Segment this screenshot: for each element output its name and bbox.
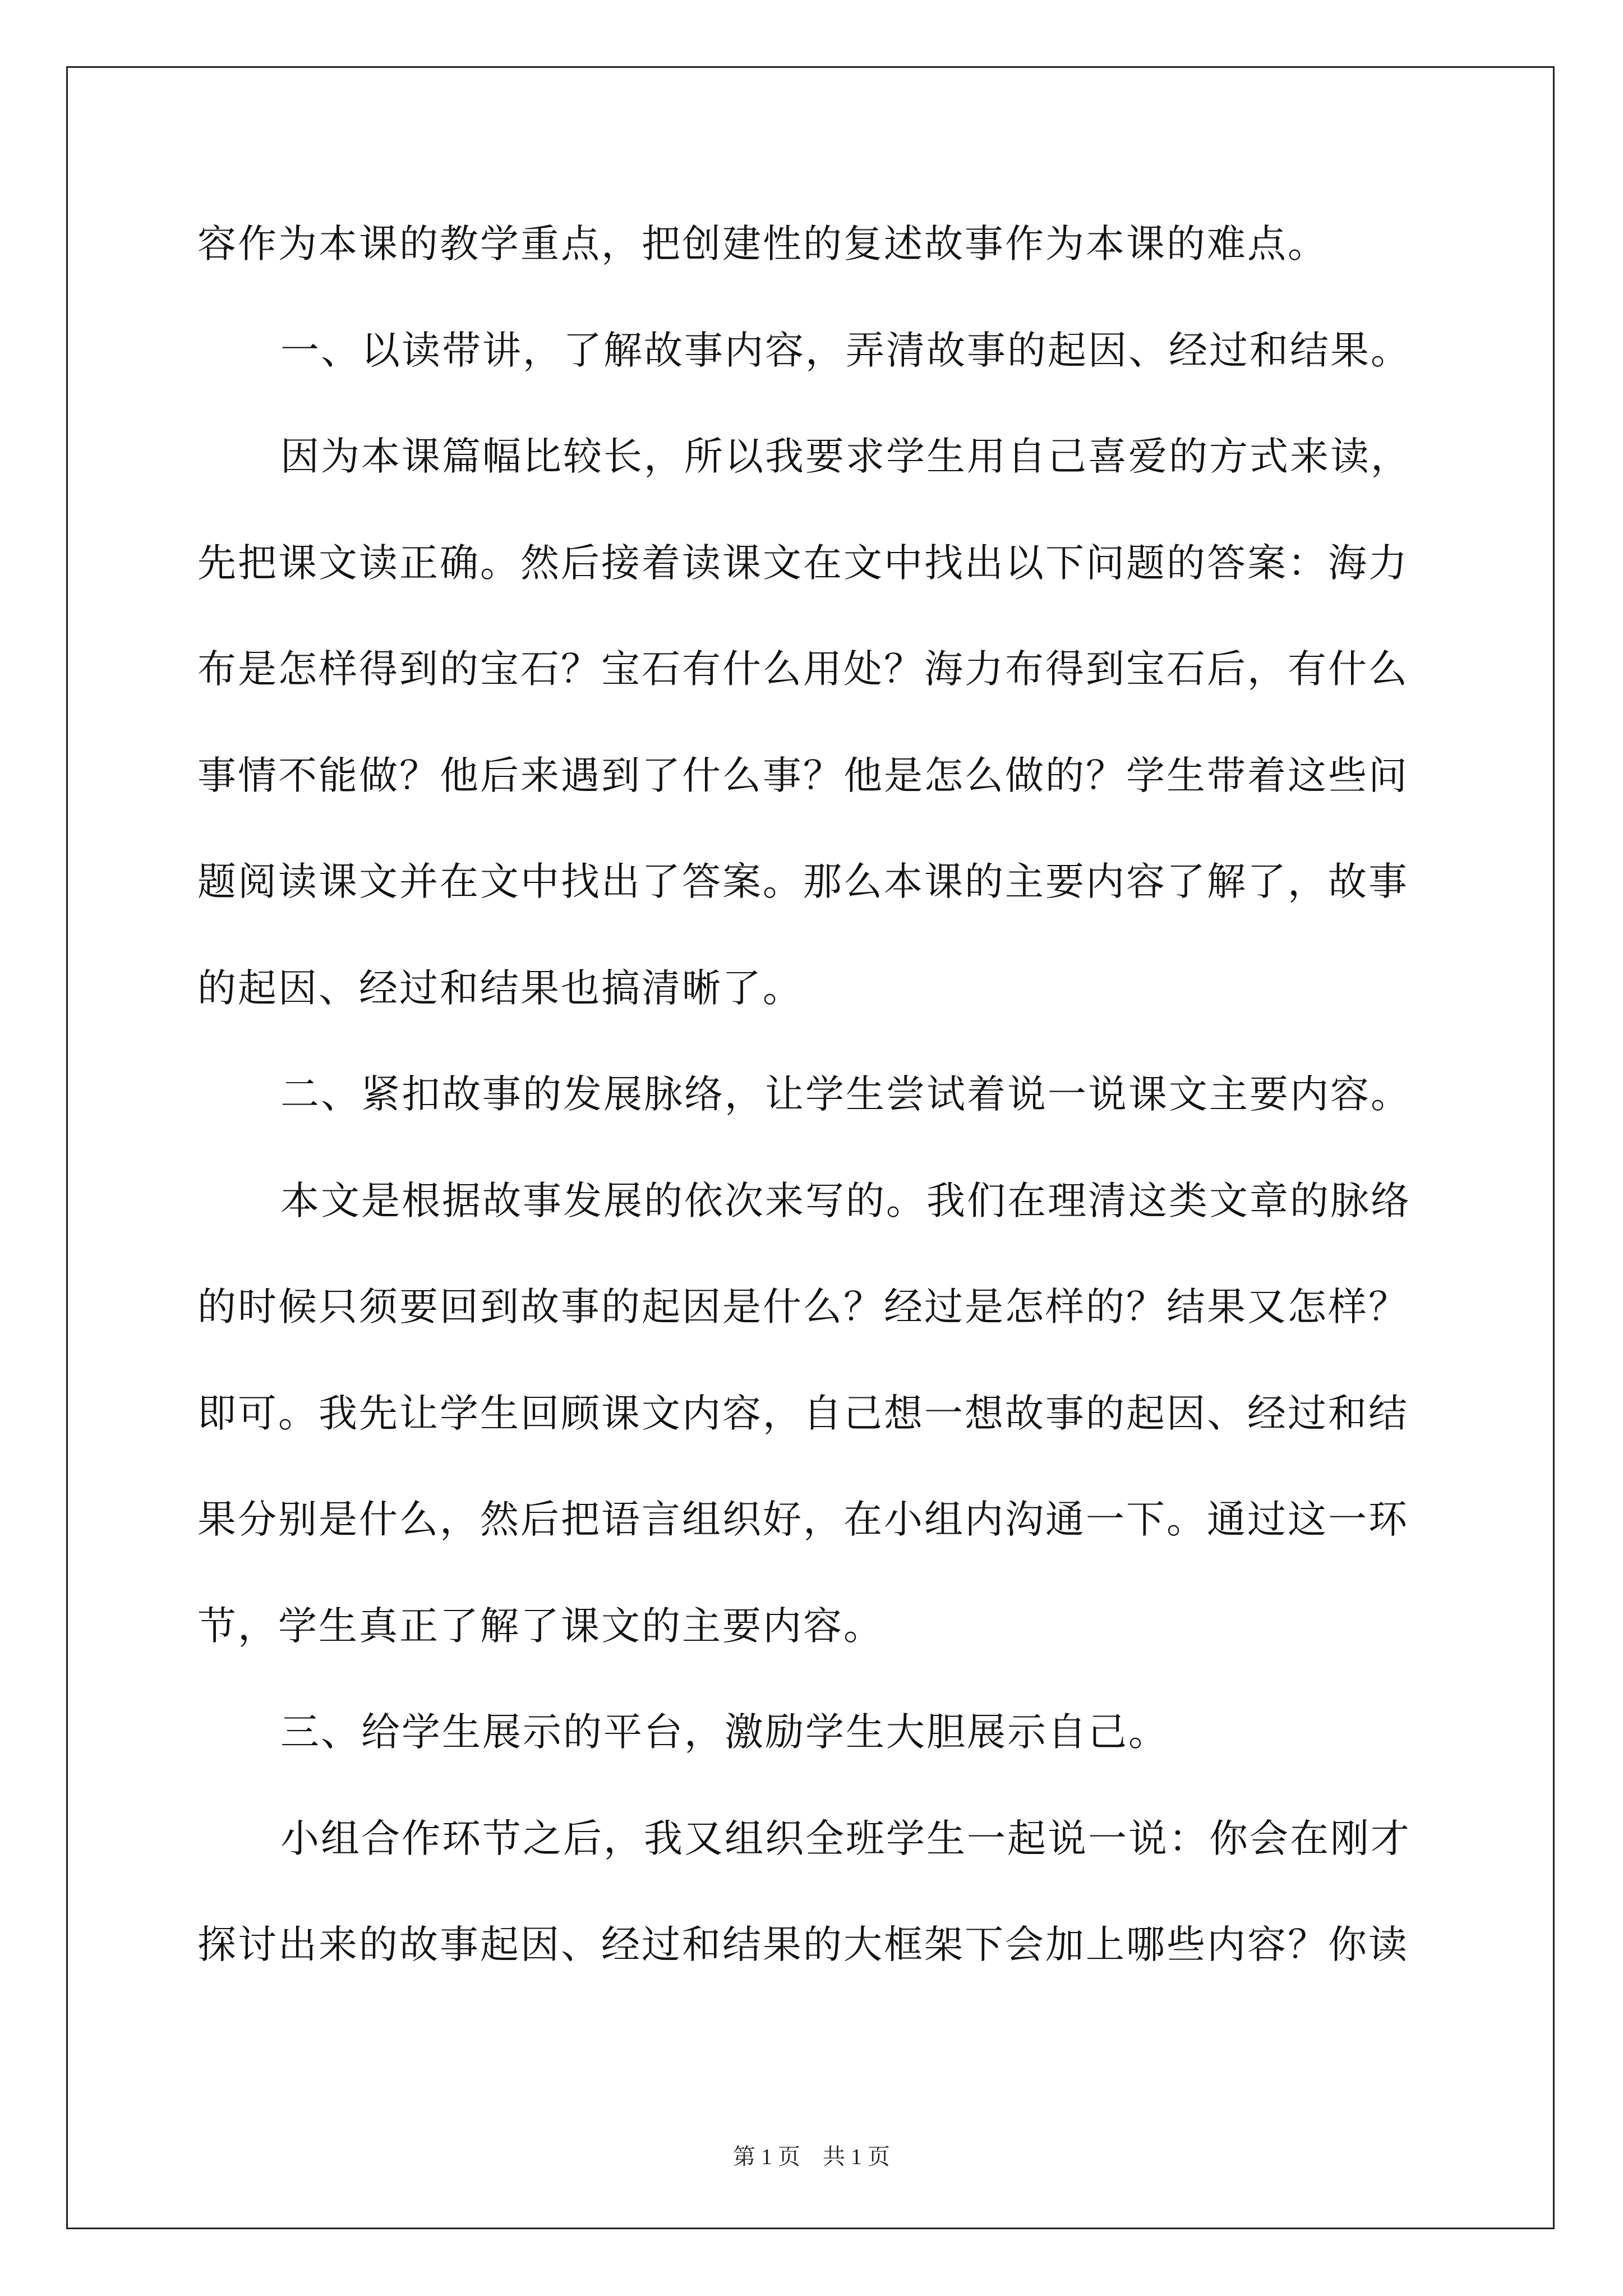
text-line: 本文是根据故事发展的依次来写的。我们在理清这类文章的脉络 xyxy=(280,1178,1411,1223)
text-line: 因为本课篇幅比较长，所以我要求学生用自己喜爱的方式来读， xyxy=(280,434,1411,479)
section-heading-2: 二、紧扣故事的发展脉络，让学生尝试着说一说课文主要内容。 xyxy=(280,1072,1411,1117)
text-line: 的时候只须要回到故事的起因是什么？经过是怎样的？结果又怎样？ xyxy=(197,1285,1409,1329)
text-line: 小组合作环节之后，我又组织全班学生一起说一说：你会在刚才 xyxy=(280,1816,1411,1861)
page-footer: 第 1 页 共 1 页 xyxy=(733,2144,890,2169)
text-line: 探讨出来的故事起因、经过和结果的大框架下会加上哪些内容？你读 xyxy=(197,1922,1409,1967)
text-line: 节，学生真正了解了课文的主要内容。 xyxy=(197,1603,884,1649)
text-line: 题阅读课文并在文中找出了答案。那么本课的主要内容了解了，故事 xyxy=(197,859,1409,904)
text-line: 即可。我先让学生回顾课文内容，自己想一想故事的起因、经过和结 xyxy=(197,1391,1409,1436)
text-line: 容作为本课的教学重点，把创建性的复述故事作为本课的难点。 xyxy=(197,222,1328,266)
section-heading-1: 一、以读带讲，了解故事内容，弄清故事的起因、经过和结果。 xyxy=(280,328,1411,373)
text-line: 事情不能做？他后来遇到了什么事？他是怎么做的？学生带着这些问 xyxy=(197,753,1409,798)
section-heading-3: 三、给学生展示的平台，激励学生大胆展示自己。 xyxy=(280,1710,1169,1755)
text-line: 布是怎样得到的宝石？宝石有什么用处？海力布得到宝石后，有什么 xyxy=(197,647,1409,692)
text-line: 果分别是什么，然后把语言组织好，在小组内沟通一下。通过这一环 xyxy=(197,1497,1409,1542)
text-line: 的起因、经过和结果也搞清晰了。 xyxy=(197,965,803,1011)
text-line: 先把课文读正确。然后接着读课文在文中找出以下问题的答案：海力 xyxy=(197,540,1409,586)
document-body xyxy=(197,217,1428,2024)
